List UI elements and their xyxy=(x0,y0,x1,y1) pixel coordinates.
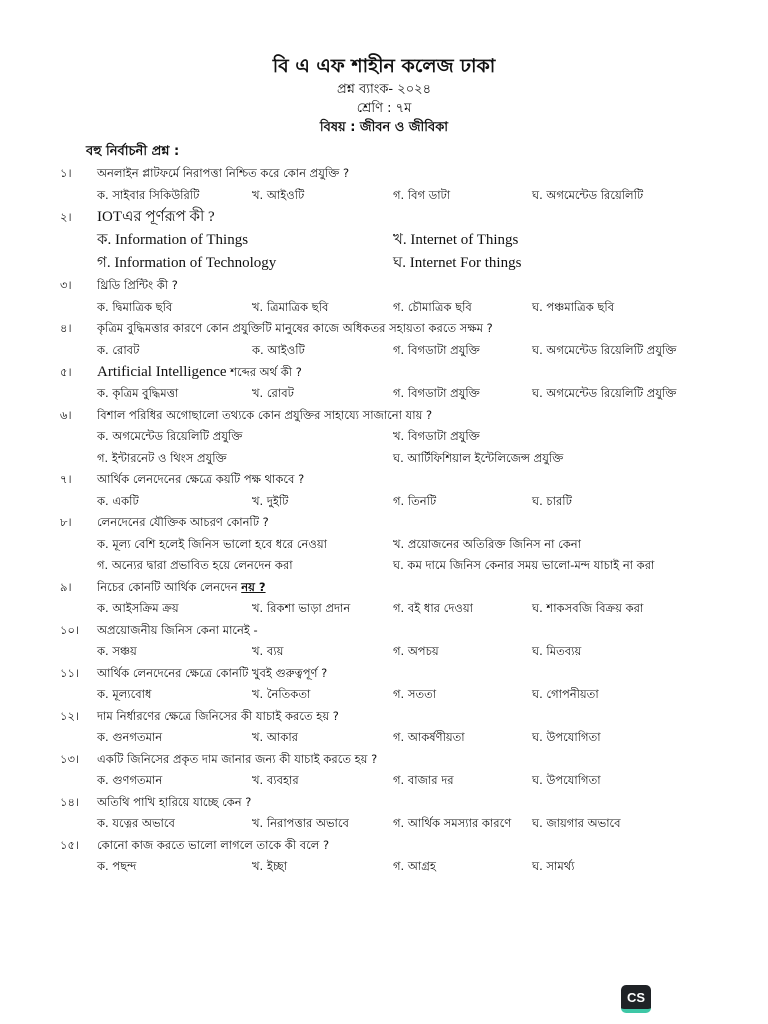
option-a: ক. মূল্যবোধ xyxy=(97,687,152,701)
question-text: বিশাল পরিধির অগোছালো তথ্যকে কোন প্রযুক্তির সাহায্যে সাজানো যায় ? xyxy=(97,407,433,422)
question-number: ৫। xyxy=(60,365,72,379)
option-a: ক. Information of Things xyxy=(97,232,249,248)
question-text: দাম নির্ধারণের ক্ষেত্রে জিনিসের কী যাচাই করতে হয় ? xyxy=(97,708,339,723)
option-b: ক. আইওটি xyxy=(252,342,305,357)
option-b: খ. নৈতিকতা xyxy=(252,687,311,701)
option-d: ঘ. আর্টিফিশিয়াল ইন্টেলিজেন্স প্রযুক্তি xyxy=(393,450,564,465)
question-number: ২। xyxy=(60,210,72,224)
document-header xyxy=(0,52,768,138)
question-text: লেনদেনের যৌক্তিক আচরণ কোনটি ? xyxy=(97,515,269,529)
option-a: ক. মূল্য বেশি হলেই জিনিস ভালো হবে ধরে নেওয়া xyxy=(97,536,327,551)
option-b: খ. ইচ্ছা xyxy=(252,859,288,873)
question-number: ১১। xyxy=(60,665,80,680)
option-a: ক. কৃত্রিম বুদ্ধিমত্তা xyxy=(97,386,179,400)
question-text-english: Artificial Intelligence xyxy=(97,364,227,380)
question-text: অনলাইন প্লাটফর্মে নিরাপত্তা নিশ্চিত করে কোন প্রযুক্তি ? xyxy=(97,166,350,180)
question-number: ১। xyxy=(60,166,72,180)
question-item xyxy=(0,620,768,663)
option-c: গ. আর্থিক সমস্যার কারণে xyxy=(393,816,512,830)
question-item xyxy=(0,577,768,620)
option-d: ঘ. অগমেন্টেড রিয়েলিটি প্রযুক্তি xyxy=(532,342,677,357)
option-c: গ. অপচয় xyxy=(393,644,439,658)
class-label: শ্রেণি : ৭ম xyxy=(356,101,412,116)
question-item xyxy=(0,469,768,512)
option-b: খ. ব্যয় xyxy=(252,644,284,658)
option-d: ঘ. উপযোগিতা xyxy=(532,730,601,744)
question-item xyxy=(0,749,768,792)
question-text: IOTএর পূর্ণরূপ কী ? xyxy=(97,209,215,225)
question-item xyxy=(0,318,768,361)
section-title: বহু নির্বাচনী প্রশ্ন : xyxy=(86,144,180,159)
option-d: ঘ. পঞ্চমাত্রিক ছবি xyxy=(532,299,615,314)
question-text: একটি জিনিসের প্রকৃত দাম জানার জন্য কী যাচাই করতে হয় ? xyxy=(97,751,378,766)
question-number: ৭। xyxy=(60,472,72,486)
question-text: কৃত্রিম বুদ্ধিমত্তার কারণে কোন প্রযুক্তিটি মানুষের কাজে অধিকতর সহায়তা করতে সক্ষম ? xyxy=(97,321,493,335)
option-d: ঘ. অগমেন্টেড রিয়েলিটি xyxy=(532,187,644,202)
option-b: খ. ব্যবহার xyxy=(252,773,299,787)
option-b: খ. ত্রিমাত্রিক ছবি xyxy=(252,299,329,314)
question-item xyxy=(0,275,768,318)
question-text: শব্দের অর্থ কী ? xyxy=(226,365,302,379)
question-item xyxy=(0,706,768,749)
option-b: খ. রোবট xyxy=(252,386,294,400)
option-c: গ. অন্যের দ্বারা প্রভাবিত হয়ে লেনদেন করা xyxy=(97,558,293,572)
question-number: ৩। xyxy=(60,278,72,292)
option-a: ক. আইসক্রিম ক্রয় xyxy=(97,601,179,615)
question-number: ১৩। xyxy=(60,751,80,766)
question-item xyxy=(0,405,768,470)
option-b: খ. আকার xyxy=(252,730,298,744)
option-a: ক. অগমেন্টেড রিয়েলিটি প্রযুক্তি xyxy=(97,429,243,443)
question-text: অতিথি পাখি হারিয়ে যাচ্ছে কেন ? xyxy=(97,794,252,809)
option-d: ঘ. অগমেন্টেড রিয়েলিটি প্রযুক্তি xyxy=(532,386,677,400)
option-b: খ. নিরাপত্তার অভাবে xyxy=(252,816,349,830)
option-c: গ. আগ্রহ xyxy=(393,859,436,873)
question-number: ১০। xyxy=(60,622,80,637)
option-d: ঘ. জায়গার অভাবে xyxy=(532,816,621,830)
option-d: ঘ. উপযোগিতা xyxy=(532,773,601,787)
question-text: কোনো কাজ করতে ভালো লাগলে তাকে কী বলে ? xyxy=(97,837,330,852)
option-c: গ. চৌমাত্রিক ছবি xyxy=(393,299,472,314)
college-name: বি এ এফ শাহীন কলেজ ঢাকা xyxy=(272,55,496,77)
question-number: ৮। xyxy=(60,515,72,529)
question-item xyxy=(0,163,768,206)
option-c: গ. সততা xyxy=(393,687,437,701)
option-a: ক. একটি xyxy=(97,493,139,508)
option-a: ক. রোবট xyxy=(97,342,140,357)
option-d: ঘ. শাকসবজি বিক্রয় করা xyxy=(532,601,644,615)
question-text: আর্থিক লেনদেনের ক্ষেত্রে কয়টি পক্ষ থাকবে ? xyxy=(97,472,305,486)
option-b: খ. রিকশা ভাড়া প্রদান xyxy=(252,601,351,615)
option-a: ক. সঞ্চয় xyxy=(97,644,137,658)
option-c: গ. বিগডাটা প্রযুক্তি xyxy=(393,386,480,400)
question-text: থ্রিডি প্রিন্টিং কী ? xyxy=(97,278,178,292)
option-b: খ. দুইটি xyxy=(252,493,289,508)
option-b: খ. বিগডাটা প্রযুক্তি xyxy=(393,429,480,443)
question-number: ১২। xyxy=(60,708,80,723)
option-c: গ. বিগডাটা প্রযুক্তি xyxy=(393,342,480,357)
question-number: ১৪। xyxy=(60,794,80,809)
option-a: ক. যত্নের অভাবে xyxy=(97,816,175,830)
option-d: ঘ. কম দামে জিনিস কেনার সময় ভালো-মন্দ যাচাই না করা xyxy=(393,558,655,572)
question-item xyxy=(0,663,768,706)
question-text: আর্থিক লেনদেনের ক্ষেত্রে কোনটি খুবই গুরুত্বপূর্ণ ? xyxy=(97,665,328,680)
question-text: নিচের কোনটি আর্থিক লেনদেন xyxy=(97,579,242,594)
question-text-underlined: নয় ? xyxy=(241,579,266,594)
option-c: গ. বিগ ডাটা xyxy=(393,187,451,202)
question-item xyxy=(0,206,768,275)
question-number: ৪। xyxy=(60,321,72,335)
option-c: গ. বই ধার দেওয়া xyxy=(393,601,473,615)
option-a: ক. গুণগতমান xyxy=(97,773,163,787)
question-item xyxy=(0,792,768,835)
question-number: ১৫। xyxy=(60,837,80,852)
question-number: ৬। xyxy=(60,407,72,422)
option-b: খ. প্রয়োজনের অতিরিক্ত জিনিস না কেনা xyxy=(393,536,582,551)
option-c: গ. আকর্ষণীয়তা xyxy=(393,730,465,744)
question-item xyxy=(0,361,768,405)
option-d: ঘ. সামর্থ্য xyxy=(532,859,575,873)
option-d: ঘ. Internet For things xyxy=(393,255,522,271)
option-a: ক. পছন্দ xyxy=(97,859,137,873)
question-item xyxy=(0,512,768,577)
option-d: ঘ. গোপনীয়তা xyxy=(532,687,599,701)
option-a: ক. গুনগতমান xyxy=(97,730,163,744)
option-d: ঘ. মিতব্যয় xyxy=(532,644,582,658)
option-c: গ. ইন্টারনেট ও থিংস প্রযুক্তি xyxy=(97,450,227,465)
question-list xyxy=(0,163,768,878)
option-d: ঘ. চারটি xyxy=(532,493,572,508)
option-a: ক. সাইবার সিকিউরিটি xyxy=(97,187,200,202)
option-a: ক. দ্বিমাত্রিক ছবি xyxy=(97,299,173,314)
camscanner-logo: CS xyxy=(621,985,651,1013)
option-c: গ. তিনটি xyxy=(393,493,437,508)
subject-label: বিষয় : জীবন ও জীবিকা xyxy=(319,120,449,135)
option-c: গ. বাজার দর xyxy=(393,773,454,787)
option-c: গ. Information of Technology xyxy=(97,255,277,271)
option-b: খ. আইওটি xyxy=(252,187,305,202)
option-b: খ. Internet of Things xyxy=(393,232,519,248)
question-bank-title: প্রশ্ন ব্যাংক- ২০২৪ xyxy=(336,82,432,97)
question-text: অপ্রয়োজনীয় জিনিস কেনা মানেই - xyxy=(97,622,258,637)
question-item xyxy=(0,835,768,878)
question-number: ৯। xyxy=(60,579,72,594)
